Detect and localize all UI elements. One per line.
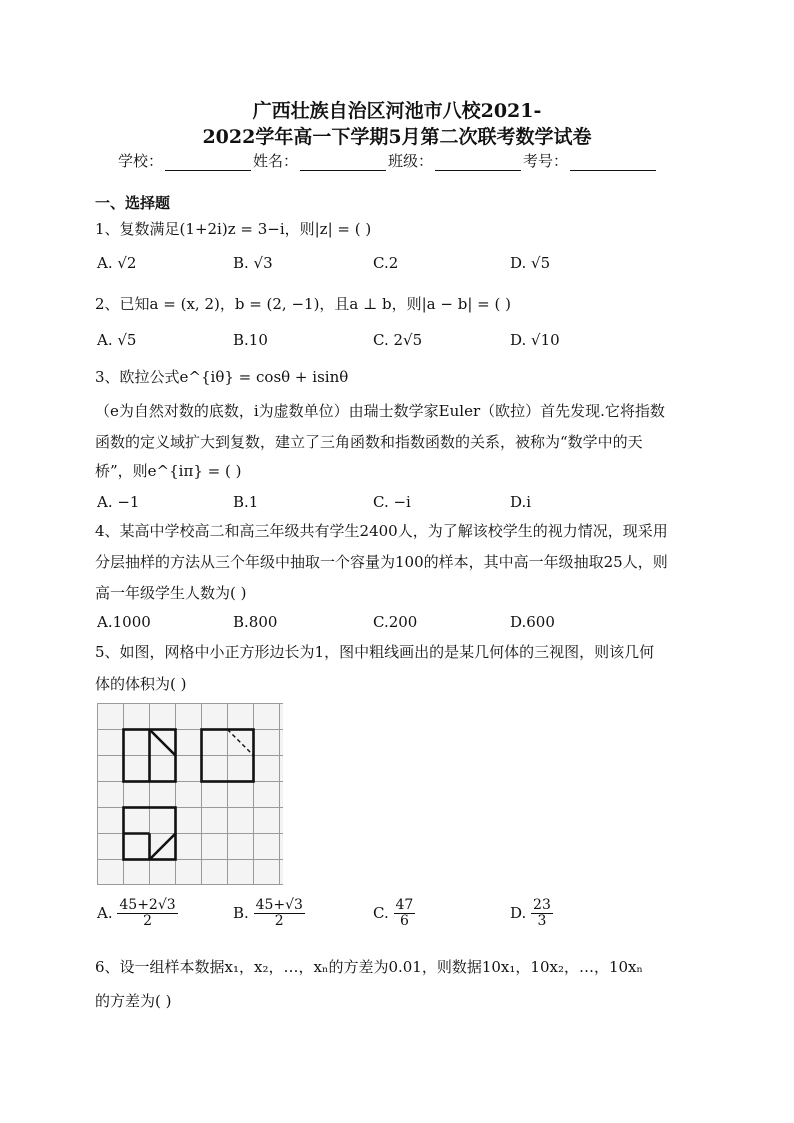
q2-stem: 2、已知a = (x, 2)，b = (2, −1)，且a ⊥ b，则|a − b| = ( ) (95, 295, 511, 313)
q1-option-b: B. √3 (233, 254, 273, 272)
exam-title-line1: 广西壮族自治区河池市八校2021- (252, 100, 542, 122)
q5-option-a-denominator: 2 (143, 913, 152, 930)
q5-option-d (510, 898, 553, 930)
q5-option-d-denominator: 3 (537, 913, 547, 930)
q5-option-c-denominator: 6 (399, 913, 409, 930)
q3-option-a: A. −1 (97, 493, 140, 511)
q5-option-b (233, 898, 305, 930)
q5-option-c-fraction (394, 898, 416, 930)
q4-line3: 高一年级学生人数为( ) (95, 584, 247, 602)
three-view-grid-figure (97, 703, 283, 885)
q4-line2: 分层抽样的方法从三个年级中抽取一个容量为100的样本，其中高一年级抽取25人，则 (95, 553, 668, 571)
q3-option-d: D.i (510, 493, 532, 511)
exam-number-blank (570, 154, 656, 171)
q2-option-b: B.10 (233, 331, 268, 349)
q5-option-b-numerator: 45+√3 (255, 897, 303, 913)
q5-option-b-label: B. (233, 903, 249, 922)
q5-option-b-fraction (254, 898, 305, 930)
q2-option-c: C. 2√5 (373, 331, 423, 349)
q5-option-c (373, 898, 415, 930)
class-blank (435, 154, 521, 171)
q5-option-c-numerator: 47 (395, 897, 414, 913)
school-blank (165, 154, 251, 171)
q3-stem: 3、欧拉公式e^{iθ} = cosθ + isinθ (95, 368, 349, 386)
q1-stem: 1、复数满足(1+2i)z = 3−i，则|z| = ( ) (95, 220, 372, 238)
q5-line2: 体的体积为( ) (95, 675, 187, 693)
q4-option-a: A.1000 (97, 613, 151, 631)
q5-option-d-label: D. (510, 903, 527, 922)
q1-option-a: A. √2 (97, 254, 137, 272)
q5-line1: 5、如图，网格中小正方形边长为1，图中粗线画出的是某几何体的三视图，则该几何 (95, 643, 655, 661)
student-info-row (118, 150, 658, 171)
exam-title-line2: 2022学年高一下学期5月第二次联考数学试卷 (202, 126, 592, 148)
q5-option-a-label: A. (97, 903, 113, 922)
q1-option-c: C.2 (373, 254, 399, 272)
q4-option-c: C.200 (373, 613, 418, 631)
q5-option-a (97, 898, 178, 930)
q1-option-d: D. √5 (510, 254, 551, 272)
q5-option-c-label: C. (373, 903, 389, 922)
q5-option-a-fraction (117, 898, 177, 930)
q5-option-d-fraction (531, 898, 553, 930)
q6-line2: 的方差为( ) (95, 992, 172, 1010)
name-label: 姓名： (253, 152, 299, 170)
section-heading: 一、选择题 (95, 194, 171, 212)
q3-body-line2: 函数的定义域扩大到复数，建立了三角函数和指数函数的关系，被称为“数学中的天 (95, 433, 643, 451)
exam-number-label: 考号： (523, 152, 569, 170)
q2-option-d: D. √10 (510, 331, 560, 349)
name-blank (300, 154, 386, 171)
q3-option-c: C. −i (373, 493, 411, 511)
q3-option-b: B.1 (233, 493, 259, 511)
q2-option-a: A. √5 (97, 331, 137, 349)
q5-option-a-numerator: 45+2√3 (119, 897, 176, 913)
school-label: 学校： (118, 152, 164, 170)
q3-body-line1: （e为自然对数的底数，i为虚数单位）由瑞士数学家Euler（欧拉）首先发现.它将指数 (95, 402, 665, 420)
class-label: 班级： (388, 152, 434, 170)
q4-option-b: B.800 (233, 613, 278, 631)
q5-option-d-numerator: 23 (533, 897, 551, 913)
q4-line1: 4、某高中学校高二和高三年级共有学生2400人，为了解该校学生的视力情况，现采用 (95, 522, 668, 540)
q6-line1: 6、设一组样本数据x₁，x₂，…，xₙ的方差为0.01，则数据10x₁，10x₂，…，10xₙ (95, 958, 643, 976)
q5-option-b-denominator: 2 (274, 913, 284, 930)
q4-option-d: D.600 (510, 613, 555, 631)
q3-body-line3: 桥”，则e^{iπ} = ( ) (95, 462, 242, 480)
